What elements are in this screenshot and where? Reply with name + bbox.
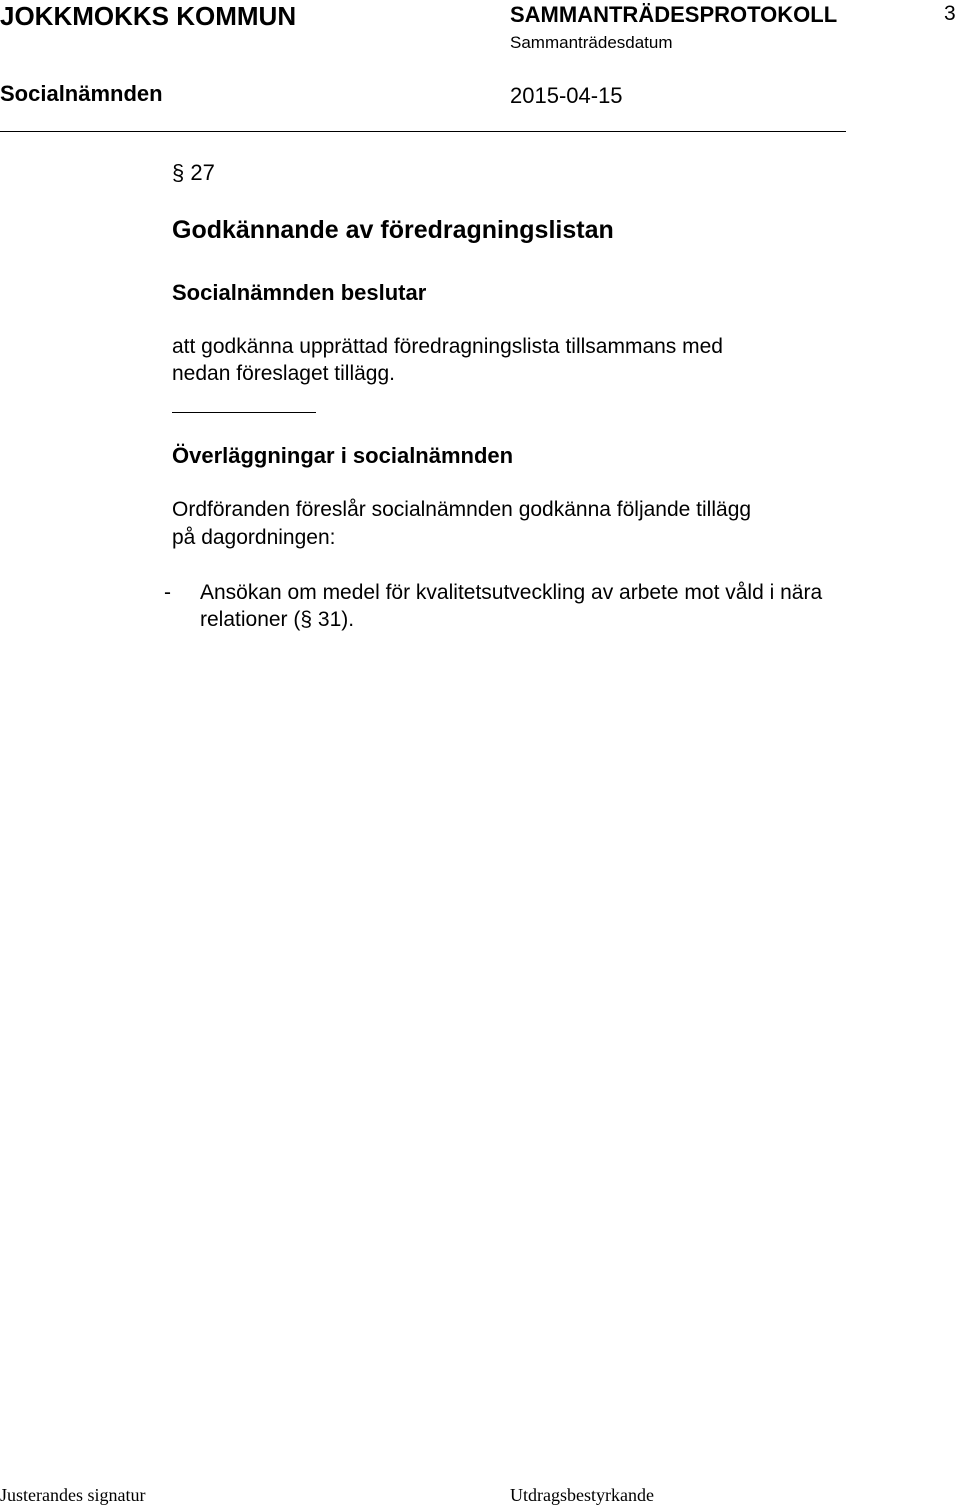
document-type: SAMMANTRÄDESPROTOKOLL [510,2,838,27]
deliberation-heading: Överläggningar i socialnämnden [172,443,514,468]
date-label: Sammanträdesdatum [510,33,673,52]
list-item-text-line: Ansökan om medel för kvalitetsutveckling av arbete mot våld i nära [200,581,823,604]
section-divider [172,412,316,413]
page-number: 3 [944,2,956,25]
section-title: Godkännande av föredragningslistan [172,216,614,244]
list-item-text-line: relationer (§ 31). [200,608,355,631]
footer-signature-label: Justerandes signatur [0,1485,146,1505]
decision-text-line: att godkänna upprättad föredragningslista tillsammans med [172,335,723,358]
section-number: § 27 [172,160,215,185]
organization-name: JOKKMOKKS KOMMUN [0,1,297,31]
header-divider [0,131,846,132]
proposal-text-line: Ordföranden föreslår socialnämnden godkänna följande tillägg [172,498,752,521]
committee-name: Socialnämnden [0,81,163,106]
meeting-date: 2015-04-15 [510,83,623,108]
proposal-text-line: på dagordningen: [172,526,336,549]
footer-certification-label: Utdragsbestyrkande [510,1485,654,1505]
list-item-marker: - [164,581,171,604]
decision-heading: Socialnämnden beslutar [172,280,427,305]
decision-text-line: nedan föreslaget tillägg. [172,362,395,385]
